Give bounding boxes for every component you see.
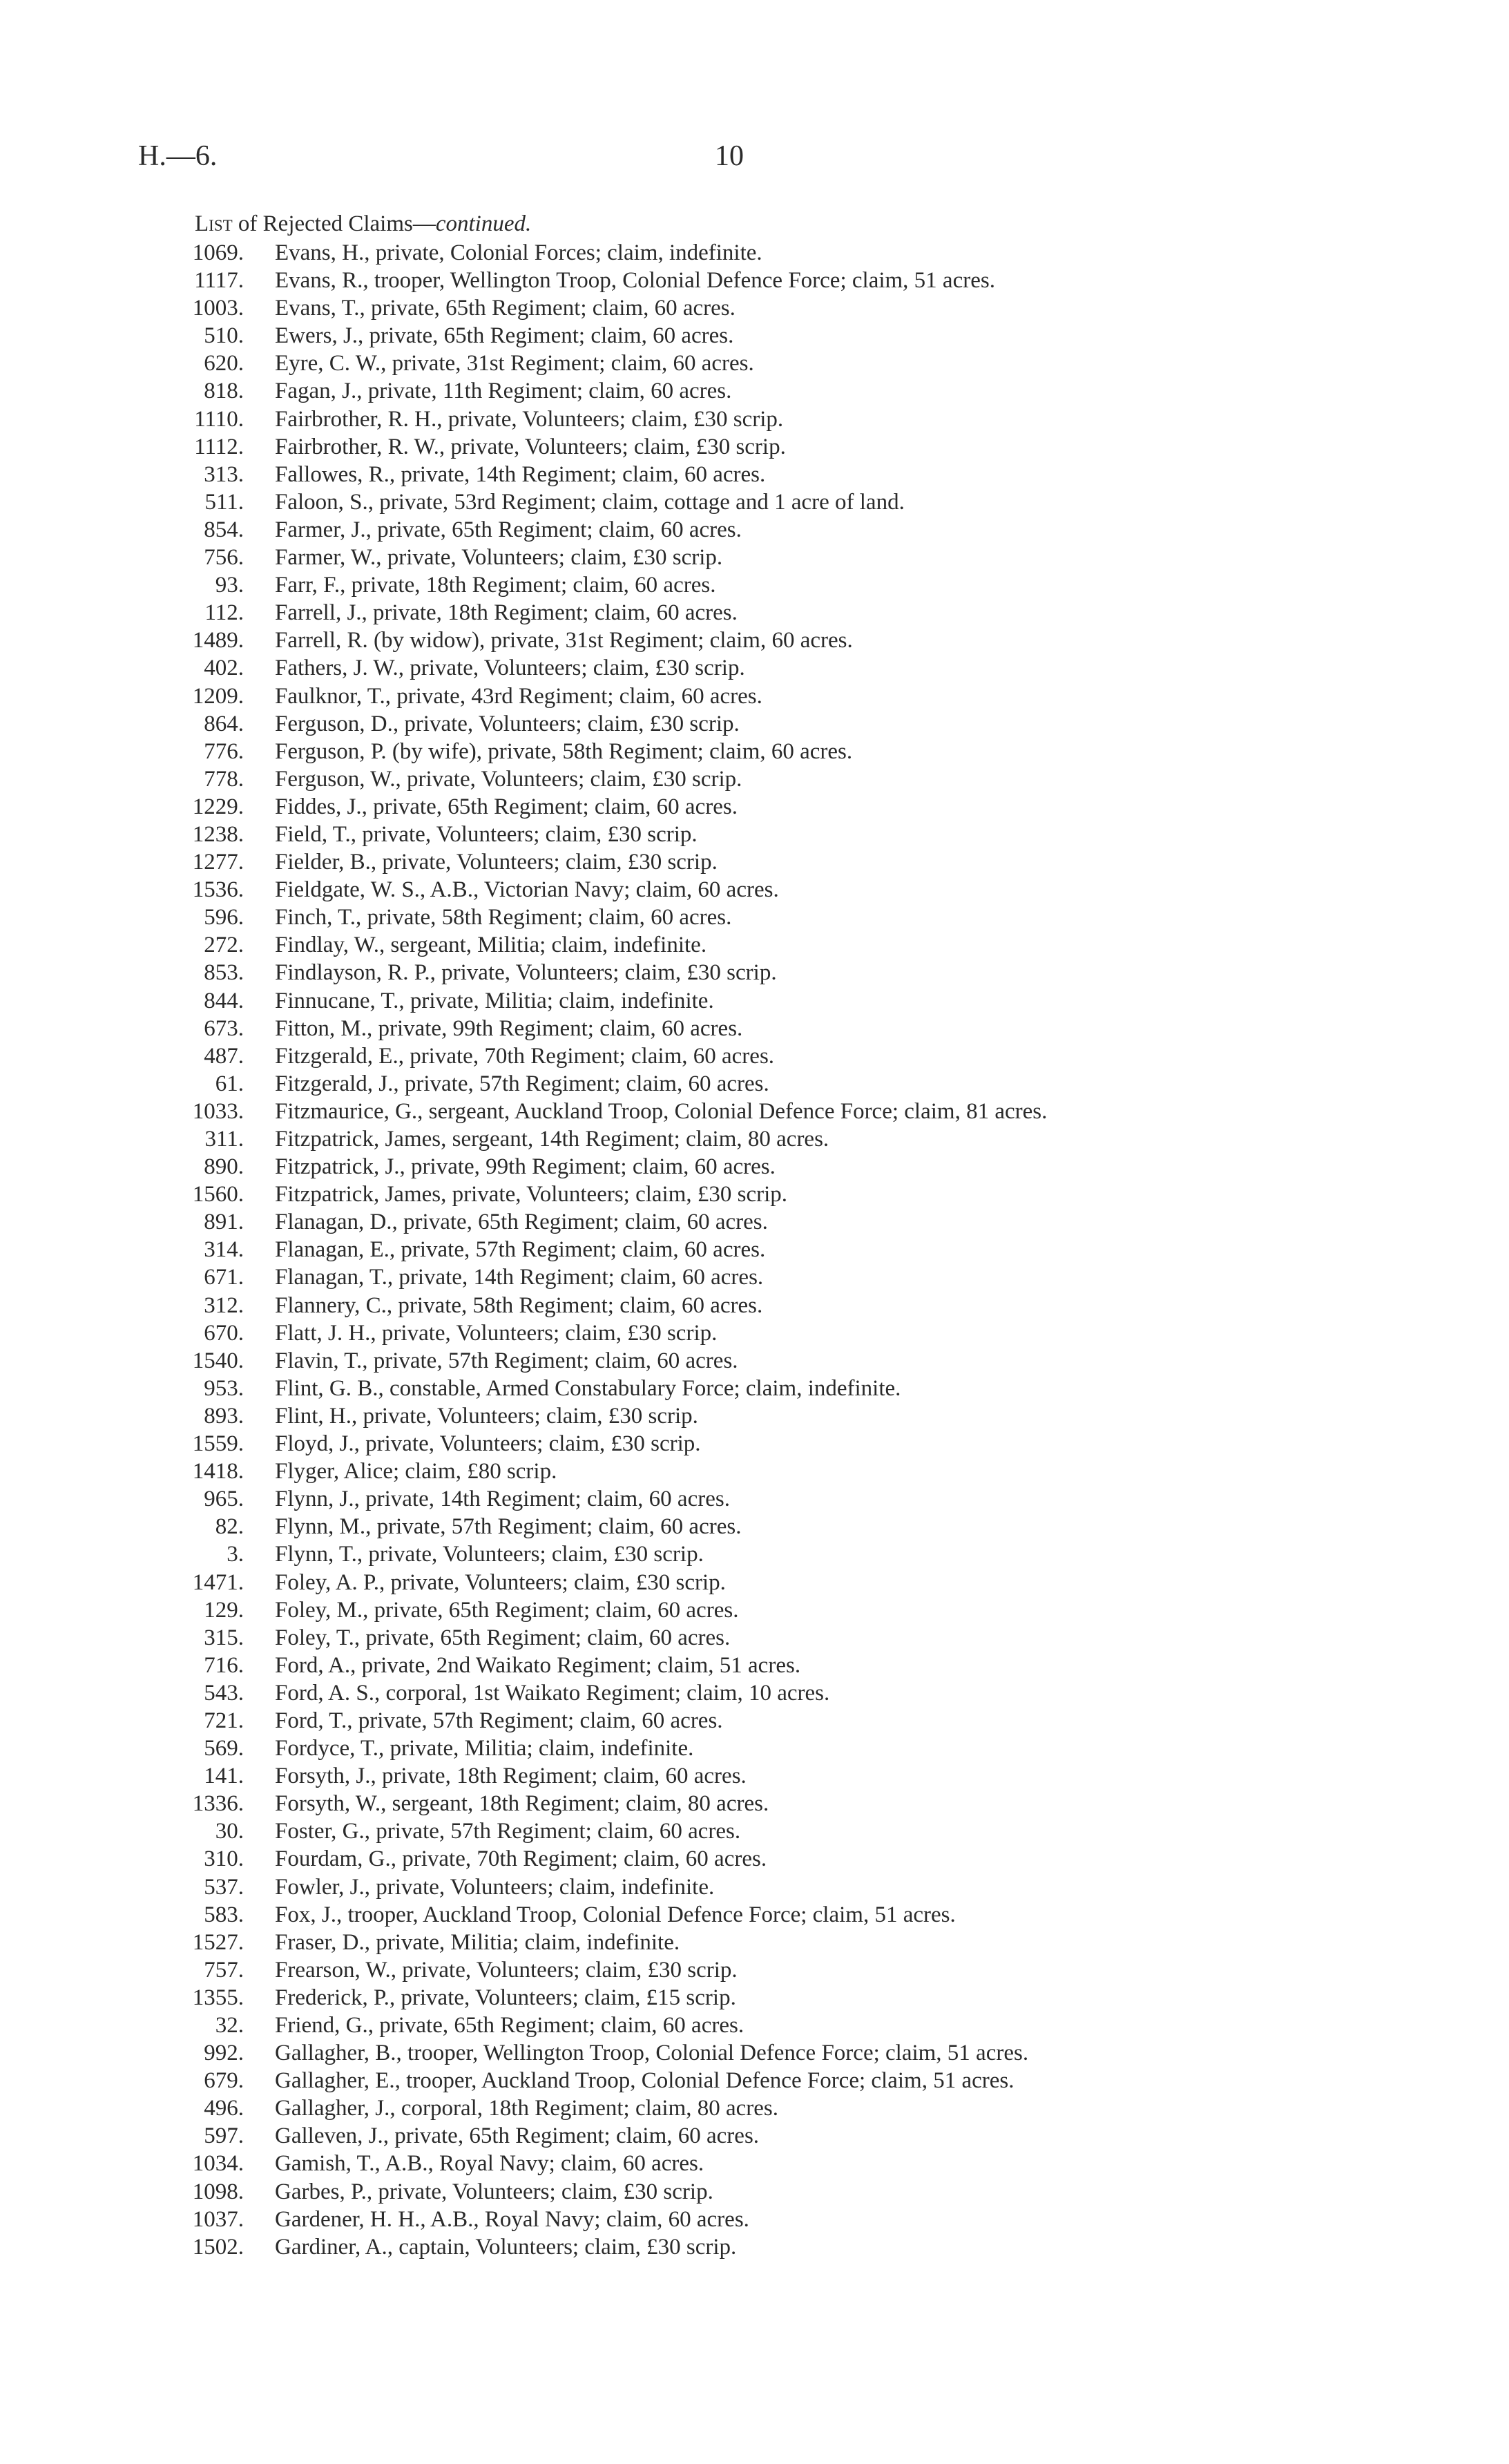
claim-row bbox=[0, 2012, 1509, 2039]
claim-number: 314. bbox=[204, 1237, 244, 1263]
claim-text: Field, T., private, Volunteers; claim, £30 scrip. bbox=[275, 821, 698, 847]
claim-row bbox=[0, 1015, 1509, 1042]
claim-row bbox=[0, 1790, 1509, 1817]
claim-number: 537. bbox=[204, 1874, 244, 1900]
claim-row bbox=[0, 931, 1509, 959]
claim-text: Evans, T., private, 65th Regiment; claim, 60 acres. bbox=[275, 296, 736, 321]
claim-number: 1560. bbox=[192, 1182, 244, 1207]
claim-text: Fordyce, T., private, Militia; claim, indefinite. bbox=[275, 1736, 694, 1761]
claim-row bbox=[0, 544, 1509, 571]
claim-row bbox=[0, 1042, 1509, 1070]
claim-number: 511. bbox=[204, 489, 244, 515]
claim-row bbox=[0, 1181, 1509, 1208]
list-heading-continued: continued. bbox=[435, 211, 532, 236]
claim-number: 1098. bbox=[192, 2179, 244, 2204]
claim-row bbox=[0, 571, 1509, 599]
claim-number: 778. bbox=[204, 766, 244, 792]
claim-text: Flatt, J. H., private, Volunteers; claim, £30 scrip. bbox=[275, 1320, 718, 1346]
claim-text: Gallagher, B., trooper, Wellington Troop, Colonial Defence Force; claim, 51 acres. bbox=[275, 2041, 1029, 2066]
claim-text: Eyre, C. W., private, 31st Regiment; claim, 60 acres. bbox=[275, 351, 754, 376]
claim-row bbox=[0, 1735, 1509, 1762]
claim-number: 1229. bbox=[192, 794, 244, 819]
claim-row bbox=[0, 1430, 1509, 1458]
page-number: 10 bbox=[715, 140, 744, 172]
claim-row bbox=[0, 1762, 1509, 1790]
claim-number: 129. bbox=[204, 1597, 244, 1623]
claim-row bbox=[0, 1873, 1509, 1901]
claim-text: Flynn, J., private, 14th Regiment; claim, 60 acres. bbox=[275, 1487, 730, 1512]
claim-row bbox=[0, 1236, 1509, 1263]
claim-text: Faloon, S., private, 53rd Regiment; claim, cottage and 1 acre of land. bbox=[275, 489, 905, 515]
claim-row bbox=[0, 1485, 1509, 1513]
claim-number: 965. bbox=[204, 1487, 244, 1512]
claim-text: Garbes, P., private, Volunteers; claim, £30 scrip. bbox=[275, 2179, 713, 2204]
claim-row bbox=[0, 2206, 1509, 2233]
claim-text: Faulknor, T., private, 43rd Regiment; claim, 60 acres. bbox=[275, 683, 762, 709]
claim-text: Fagan, J., private, 11th Regiment; claim, 60 acres. bbox=[275, 379, 732, 404]
claim-row bbox=[0, 1125, 1509, 1153]
claim-row bbox=[0, 405, 1509, 433]
claim-text: Flanagan, E., private, 57th Regiment; claim, 60 acres. bbox=[275, 1237, 766, 1263]
claim-text: Fieldgate, W. S., A.B., Victorian Navy; claim, 60 acres. bbox=[275, 877, 779, 903]
claim-text: Foster, G., private, 57th Regiment; claim, 60 acres. bbox=[275, 1819, 741, 1844]
claim-text: Finnucane, T., private, Militia; claim, indefinite. bbox=[275, 988, 714, 1013]
claim-row bbox=[0, 1070, 1509, 1098]
claim-number: 1336. bbox=[192, 1791, 244, 1817]
claim-row bbox=[0, 1817, 1509, 1845]
claim-number: 679. bbox=[204, 2068, 244, 2094]
claim-row bbox=[0, 2233, 1509, 2261]
claim-number: 312. bbox=[204, 1292, 244, 1318]
claim-text: Flanagan, D., private, 65th Regiment; claim, 60 acres. bbox=[275, 1210, 768, 1235]
claim-text: Forsyth, W., sergeant, 18th Regiment; claim, 80 acres. bbox=[275, 1791, 769, 1817]
claim-text: Flint, G. B., constable, Armed Constabulary Force; claim, indefinite. bbox=[275, 1375, 901, 1401]
claim-text: Flanagan, T., private, 14th Regiment; claim, 60 acres. bbox=[275, 1265, 764, 1290]
claim-text: Floyd, J., private, Volunteers; claim, £30 scrip. bbox=[275, 1431, 701, 1457]
claim-text: Ferguson, P. (by wife), private, 58th Regiment; claim, 60 acres. bbox=[275, 738, 853, 764]
claim-row bbox=[0, 488, 1509, 516]
claim-row bbox=[0, 1540, 1509, 1568]
claim-row bbox=[0, 765, 1509, 793]
claim-number: 1540. bbox=[192, 1348, 244, 1373]
claim-text: Farrell, R. (by widow), private, 31st Regiment; claim, 60 acres. bbox=[275, 628, 853, 653]
claim-text: Ewers, J., private, 65th Regiment; claim, 60 acres. bbox=[275, 323, 734, 349]
claim-number: 1536. bbox=[192, 877, 244, 903]
claim-number: 1527. bbox=[192, 1929, 244, 1955]
claim-text: Fitzmaurice, G., sergeant, Auckland Troop, Colonial Defence Force; claim, 81 acres. bbox=[275, 1098, 1048, 1124]
claim-number: 311. bbox=[204, 1127, 244, 1152]
claim-text: Evans, R., trooper, Wellington Troop, Colonial Defence Force; claim, 51 acres. bbox=[275, 268, 995, 294]
claim-text: Fitzgerald, E., private, 70th Regiment; claim, 60 acres. bbox=[275, 1043, 775, 1069]
claim-number: 854. bbox=[204, 517, 244, 542]
claim-row bbox=[0, 1375, 1509, 1402]
claim-row bbox=[0, 1845, 1509, 1873]
claim-number: 1277. bbox=[192, 850, 244, 875]
claim-text: Gallagher, J., corporal, 18th Regiment; claim, 80 acres. bbox=[275, 2096, 779, 2121]
claim-number: 716. bbox=[204, 1652, 244, 1678]
claim-row bbox=[0, 322, 1509, 350]
claim-text: Flynn, T., private, Volunteers; claim, £30 scrip. bbox=[275, 1542, 704, 1567]
claim-text: Forsyth, J., private, 18th Regiment; claim, 60 acres. bbox=[275, 1764, 747, 1789]
claim-number: 1502. bbox=[192, 2234, 244, 2260]
claim-text: Ford, A. S., corporal, 1st Waikato Regiment; claim, 10 acres. bbox=[275, 1680, 830, 1706]
claim-row bbox=[0, 1458, 1509, 1485]
claim-number: 30. bbox=[215, 1819, 244, 1844]
claim-text: Evans, H., private, Colonial Forces; claim, indefinite. bbox=[275, 240, 762, 265]
claim-row bbox=[0, 1901, 1509, 1929]
claim-number: 402. bbox=[204, 656, 244, 681]
claim-text: Friend, G., private, 65th Regiment; claim, 60 acres. bbox=[275, 2013, 744, 2038]
claim-row bbox=[0, 682, 1509, 710]
claim-number: 569. bbox=[204, 1736, 244, 1761]
list-heading bbox=[195, 210, 531, 238]
claim-number: 1471. bbox=[192, 1569, 244, 1595]
claim-text: Fitzpatrick, James, private, Volunteers; claim, £30 scrip. bbox=[275, 1182, 788, 1207]
claim-row bbox=[0, 2039, 1509, 2067]
claim-number: 1033. bbox=[192, 1098, 244, 1124]
claim-row bbox=[0, 627, 1509, 654]
claim-row bbox=[0, 2178, 1509, 2206]
claim-number: 112. bbox=[204, 600, 244, 626]
claim-row bbox=[0, 267, 1509, 294]
claim-row bbox=[0, 987, 1509, 1015]
claim-row bbox=[0, 710, 1509, 738]
document-code: H.—6. bbox=[138, 140, 218, 172]
claim-text: Fairbrother, R. H., private, Volunteers; claim, £30 scrip. bbox=[275, 406, 784, 432]
claim-number: 597. bbox=[204, 2123, 244, 2149]
claim-number: 893. bbox=[204, 1403, 244, 1429]
claim-number: 776. bbox=[204, 738, 244, 764]
claim-text: Foley, A. P., private, Volunteers; claim, £30 scrip. bbox=[275, 1569, 726, 1595]
claim-row bbox=[0, 2150, 1509, 2177]
claim-text: Flynn, M., private, 57th Regiment; claim, 60 acres. bbox=[275, 1514, 742, 1540]
claim-number: 891. bbox=[204, 1210, 244, 1235]
claim-row bbox=[0, 1956, 1509, 1984]
claim-number: 1418. bbox=[192, 1459, 244, 1484]
claim-text: Fitzpatrick, J., private, 99th Regiment; claim, 60 acres. bbox=[275, 1154, 776, 1180]
claim-row bbox=[0, 239, 1509, 267]
claim-number: 1355. bbox=[192, 1985, 244, 2010]
claim-number: 1110. bbox=[194, 406, 244, 432]
claim-row bbox=[0, 433, 1509, 461]
claim-text: Fathers, J. W., private, Volunteers; claim, £30 scrip. bbox=[275, 656, 745, 681]
claim-number: 853. bbox=[204, 960, 244, 986]
claim-text: Farrell, J., private, 18th Regiment; claim, 60 acres. bbox=[275, 600, 738, 626]
claim-row bbox=[0, 294, 1509, 322]
claim-row bbox=[0, 1596, 1509, 1624]
claim-number: 82. bbox=[215, 1514, 244, 1540]
claim-row bbox=[0, 876, 1509, 904]
claim-row bbox=[0, 904, 1509, 931]
claim-row bbox=[0, 350, 1509, 377]
claim-text: Ferguson, D., private, Volunteers; claim, £30 scrip. bbox=[275, 711, 740, 736]
claim-row bbox=[0, 461, 1509, 488]
claim-number: 1117. bbox=[194, 268, 244, 294]
claim-text: Farmer, W., private, Volunteers; claim, £30 scrip. bbox=[275, 545, 723, 571]
claim-text: Fitton, M., private, 99th Regiment; claim, 60 acres. bbox=[275, 1015, 743, 1041]
claim-text: Ford, A., private, 2nd Waikato Regiment; claim, 51 acres. bbox=[275, 1652, 801, 1678]
claim-number: 890. bbox=[204, 1154, 244, 1180]
claim-number: 1209. bbox=[192, 683, 244, 709]
claim-row bbox=[0, 654, 1509, 682]
claim-row bbox=[0, 1153, 1509, 1181]
claim-number: 496. bbox=[204, 2096, 244, 2121]
claim-text: Fallowes, R., private, 14th Regiment; claim, 60 acres. bbox=[275, 461, 766, 487]
claim-text: Fox, J., trooper, Auckland Troop, Colonial Defence Force; claim, 51 acres. bbox=[275, 1902, 956, 1927]
claim-number: 310. bbox=[204, 1846, 244, 1872]
claim-number: 844. bbox=[204, 988, 244, 1013]
claim-text: Farmer, J., private, 65th Regiment; claim, 60 acres. bbox=[275, 517, 742, 542]
claim-text: Fielder, B., private, Volunteers; claim, £30 scrip. bbox=[275, 850, 718, 875]
claim-row bbox=[0, 1292, 1509, 1319]
claim-number: 3. bbox=[227, 1542, 244, 1567]
claim-row bbox=[0, 1208, 1509, 1236]
claim-row bbox=[0, 738, 1509, 765]
claim-row bbox=[0, 516, 1509, 544]
claim-row bbox=[0, 1624, 1509, 1652]
claim-row bbox=[0, 1098, 1509, 1125]
claim-text: Flannery, C., private, 58th Regiment; claim, 60 acres. bbox=[275, 1292, 763, 1318]
claim-number: 583. bbox=[204, 1902, 244, 1927]
claim-number: 32. bbox=[215, 2013, 244, 2038]
claim-row bbox=[0, 1347, 1509, 1375]
claim-row bbox=[0, 1513, 1509, 1540]
claim-text: Frearson, W., private, Volunteers; claim, £30 scrip. bbox=[275, 1957, 738, 1983]
claim-number: 510. bbox=[204, 323, 244, 349]
claim-number: 818. bbox=[204, 379, 244, 404]
claim-row bbox=[0, 1402, 1509, 1430]
list-heading-lead: List bbox=[195, 211, 233, 236]
claim-row bbox=[0, 1263, 1509, 1291]
claim-row bbox=[0, 821, 1509, 848]
claim-number: 1238. bbox=[192, 821, 244, 847]
claim-text: Fowler, J., private, Volunteers; claim, indefinite. bbox=[275, 1874, 715, 1900]
claim-text: Gallagher, E., trooper, Auckland Troop, Colonial Defence Force; claim, 51 acres. bbox=[275, 2068, 1015, 2094]
claim-number: 596. bbox=[204, 905, 244, 930]
claim-text: Ferguson, W., private, Volunteers; claim, £30 scrip. bbox=[275, 766, 742, 792]
claim-number: 141. bbox=[204, 1764, 244, 1789]
claim-text: Frederick, P., private, Volunteers; claim, £15 scrip. bbox=[275, 1985, 736, 2010]
claim-number: 93. bbox=[215, 573, 244, 598]
claim-row bbox=[0, 1984, 1509, 2012]
claim-number: 992. bbox=[204, 2041, 244, 2066]
claim-text: Gardiner, A., captain, Volunteers; claim, £30 scrip. bbox=[275, 2234, 737, 2260]
claim-text: Findlay, W., sergeant, Militia; claim, indefinite. bbox=[275, 933, 707, 958]
claim-number: 953. bbox=[204, 1375, 244, 1401]
claim-text: Flavin, T., private, 57th Regiment; claim, 60 acres. bbox=[275, 1348, 738, 1373]
claim-row bbox=[0, 2094, 1509, 2122]
claim-row bbox=[0, 1319, 1509, 1347]
claim-text: Flyger, Alice; claim, £80 scrip. bbox=[275, 1459, 557, 1484]
claim-number: 1069. bbox=[192, 240, 244, 265]
claim-number: 1489. bbox=[192, 628, 244, 653]
claim-text: Fitzpatrick, James, sergeant, 14th Regiment; claim, 80 acres. bbox=[275, 1127, 829, 1152]
rejected-claims-list bbox=[0, 239, 1509, 2261]
claim-row bbox=[0, 1679, 1509, 1707]
claim-text: Flint, H., private, Volunteers; claim, £30 scrip. bbox=[275, 1403, 698, 1429]
claim-text: Fiddes, J., private, 65th Regiment; claim, 60 acres. bbox=[275, 794, 738, 819]
claim-text: Fourdam, G., private, 70th Regiment; claim, 60 acres. bbox=[275, 1846, 767, 1872]
claim-number: 1003. bbox=[192, 296, 244, 321]
claim-number: 543. bbox=[204, 1680, 244, 1706]
claim-number: 864. bbox=[204, 711, 244, 736]
list-heading-title: of Rejected Claims— bbox=[232, 211, 436, 236]
claim-row bbox=[0, 2122, 1509, 2150]
claim-text: Fairbrother, R. W., private, Volunteers; claim, £30 scrip. bbox=[275, 434, 786, 459]
claim-row bbox=[0, 1707, 1509, 1735]
claim-number: 721. bbox=[204, 1708, 244, 1733]
claim-text: Fraser, D., private, Militia; claim, indefinite. bbox=[275, 1929, 680, 1955]
claim-text: Foley, T., private, 65th Regiment; claim, 60 acres. bbox=[275, 1625, 731, 1650]
claim-text: Gamish, T., A.B., Royal Navy; claim, 60 acres. bbox=[275, 2151, 704, 2177]
claim-number: 670. bbox=[204, 1320, 244, 1346]
claim-row bbox=[0, 1929, 1509, 1956]
claim-row bbox=[0, 793, 1509, 821]
claim-text: Finch, T., private, 58th Regiment; claim, 60 acres. bbox=[275, 905, 732, 930]
claim-number: 315. bbox=[204, 1625, 244, 1650]
claim-text: Ford, T., private, 57th Regiment; claim, 60 acres. bbox=[275, 1708, 723, 1733]
claim-text: Findlayson, R. P., private, Volunteers; claim, £30 scrip. bbox=[275, 960, 777, 986]
claim-number: 671. bbox=[204, 1265, 244, 1290]
claim-number: 272. bbox=[204, 933, 244, 958]
claim-number: 1034. bbox=[192, 2151, 244, 2177]
claim-number: 1112. bbox=[194, 434, 244, 459]
claim-row bbox=[0, 848, 1509, 876]
claim-number: 757. bbox=[204, 1957, 244, 1983]
claim-row bbox=[0, 959, 1509, 986]
claim-text: Fitzgerald, J., private, 57th Regiment; claim, 60 acres. bbox=[275, 1071, 769, 1096]
claim-number: 61. bbox=[215, 1071, 244, 1096]
claim-number: 1559. bbox=[192, 1431, 244, 1457]
claim-row bbox=[0, 1652, 1509, 1679]
claim-text: Foley, M., private, 65th Regiment; claim, 60 acres. bbox=[275, 1597, 739, 1623]
claim-number: 620. bbox=[204, 351, 244, 376]
claim-number: 756. bbox=[204, 545, 244, 571]
claim-row bbox=[0, 377, 1509, 405]
claim-row bbox=[0, 599, 1509, 627]
claim-number: 1037. bbox=[192, 2206, 244, 2232]
claim-number: 313. bbox=[204, 461, 244, 487]
claim-row bbox=[0, 2067, 1509, 2094]
claim-text: Galleven, J., private, 65th Regiment; claim, 60 acres. bbox=[275, 2123, 760, 2149]
claim-text: Gardener, H. H., A.B., Royal Navy; claim, 60 acres. bbox=[275, 2206, 749, 2232]
claim-text: Farr, F., private, 18th Regiment; claim, 60 acres. bbox=[275, 573, 716, 598]
claim-number: 487. bbox=[204, 1043, 244, 1069]
claim-row bbox=[0, 1569, 1509, 1596]
claim-number: 673. bbox=[204, 1015, 244, 1041]
